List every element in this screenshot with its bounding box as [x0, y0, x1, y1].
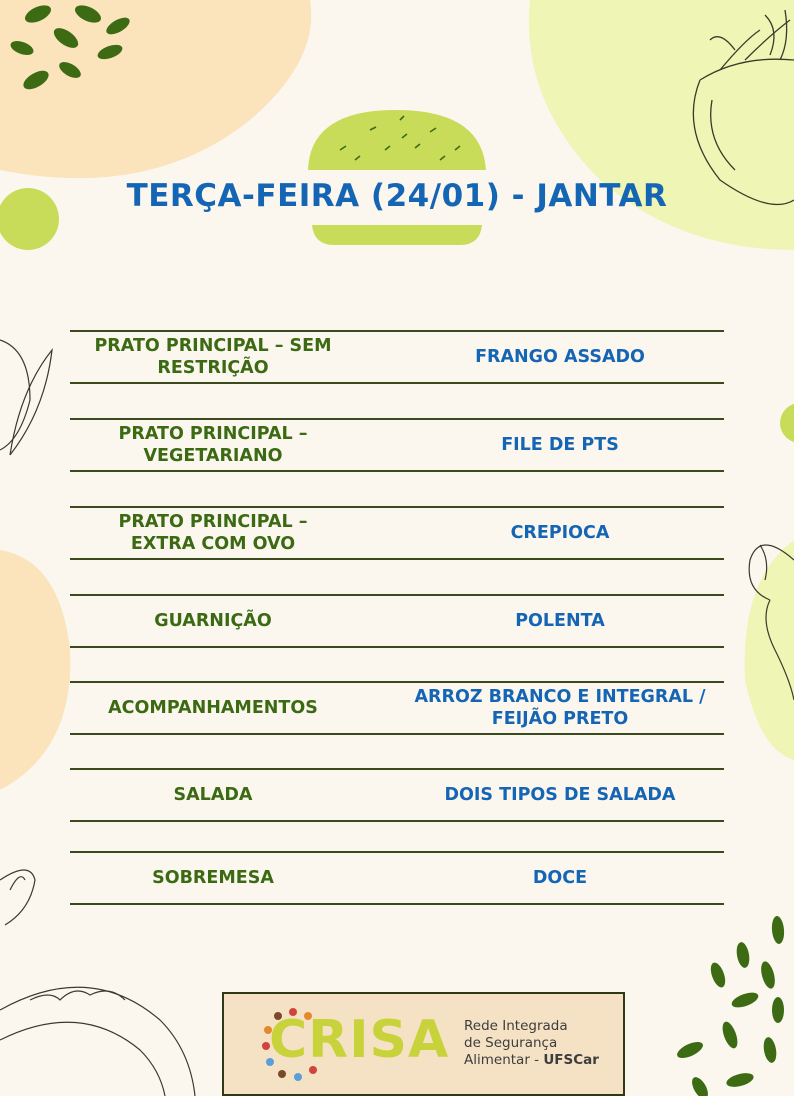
- menu-row-label: PRATO PRINCIPAL – EXTRA COM OVO: [118, 512, 308, 554]
- logo-word: CRISA: [269, 1010, 450, 1070]
- menu-row: [70, 768, 724, 822]
- menu-row: [70, 594, 724, 648]
- menu-row: [70, 330, 724, 384]
- page-title: TERÇA-FEIRA (24/01) - JANTAR: [126, 178, 668, 214]
- menu-row-value: ARROZ BRANCO E INTEGRAL / FEIJÃO PRETO: [414, 687, 706, 729]
- taco-icon: [0, 987, 195, 1096]
- bun-top: [308, 110, 486, 170]
- menu-row-label: SALADA: [173, 785, 253, 805]
- peach-blob-left: [0, 550, 70, 790]
- menu-row: [70, 851, 724, 905]
- menu-row-value: DOIS TIPOS DE SALADA: [444, 785, 676, 805]
- leaves-bottom-right-icon: [675, 916, 785, 1096]
- menu-row-value: DOCE: [532, 868, 588, 888]
- crisa-logo: [222, 992, 625, 1096]
- menu-row: [70, 418, 724, 472]
- menu-row-value: CREPIOCA: [510, 523, 610, 543]
- menu-row-label: GUARNIÇÃO: [154, 611, 272, 631]
- lime-circle-right: [780, 403, 794, 443]
- menu-row: [70, 506, 724, 560]
- menu-row-label: SOBREMESA: [152, 868, 274, 888]
- menu-row-label: ACOMPANHAMENTOS: [108, 698, 318, 718]
- logo-caption: Rede Integrada de Segurança Alimentar - UFSCar: [464, 1018, 599, 1068]
- menu-row-value: FRANGO ASSADO: [475, 347, 645, 367]
- bun-bottom: [312, 225, 482, 245]
- menu-row-value: POLENTA: [515, 611, 605, 631]
- peach-blob-top-left: [0, 0, 311, 178]
- menu-row: [70, 681, 724, 735]
- menu-row-label: PRATO PRINCIPAL – SEM RESTRIÇÃO: [94, 336, 332, 378]
- menu-row-value: FILE DE PTS: [501, 435, 619, 455]
- menu-row-label: PRATO PRINCIPAL – VEGETARIANO: [118, 424, 308, 466]
- lime-blob-right: [745, 540, 794, 760]
